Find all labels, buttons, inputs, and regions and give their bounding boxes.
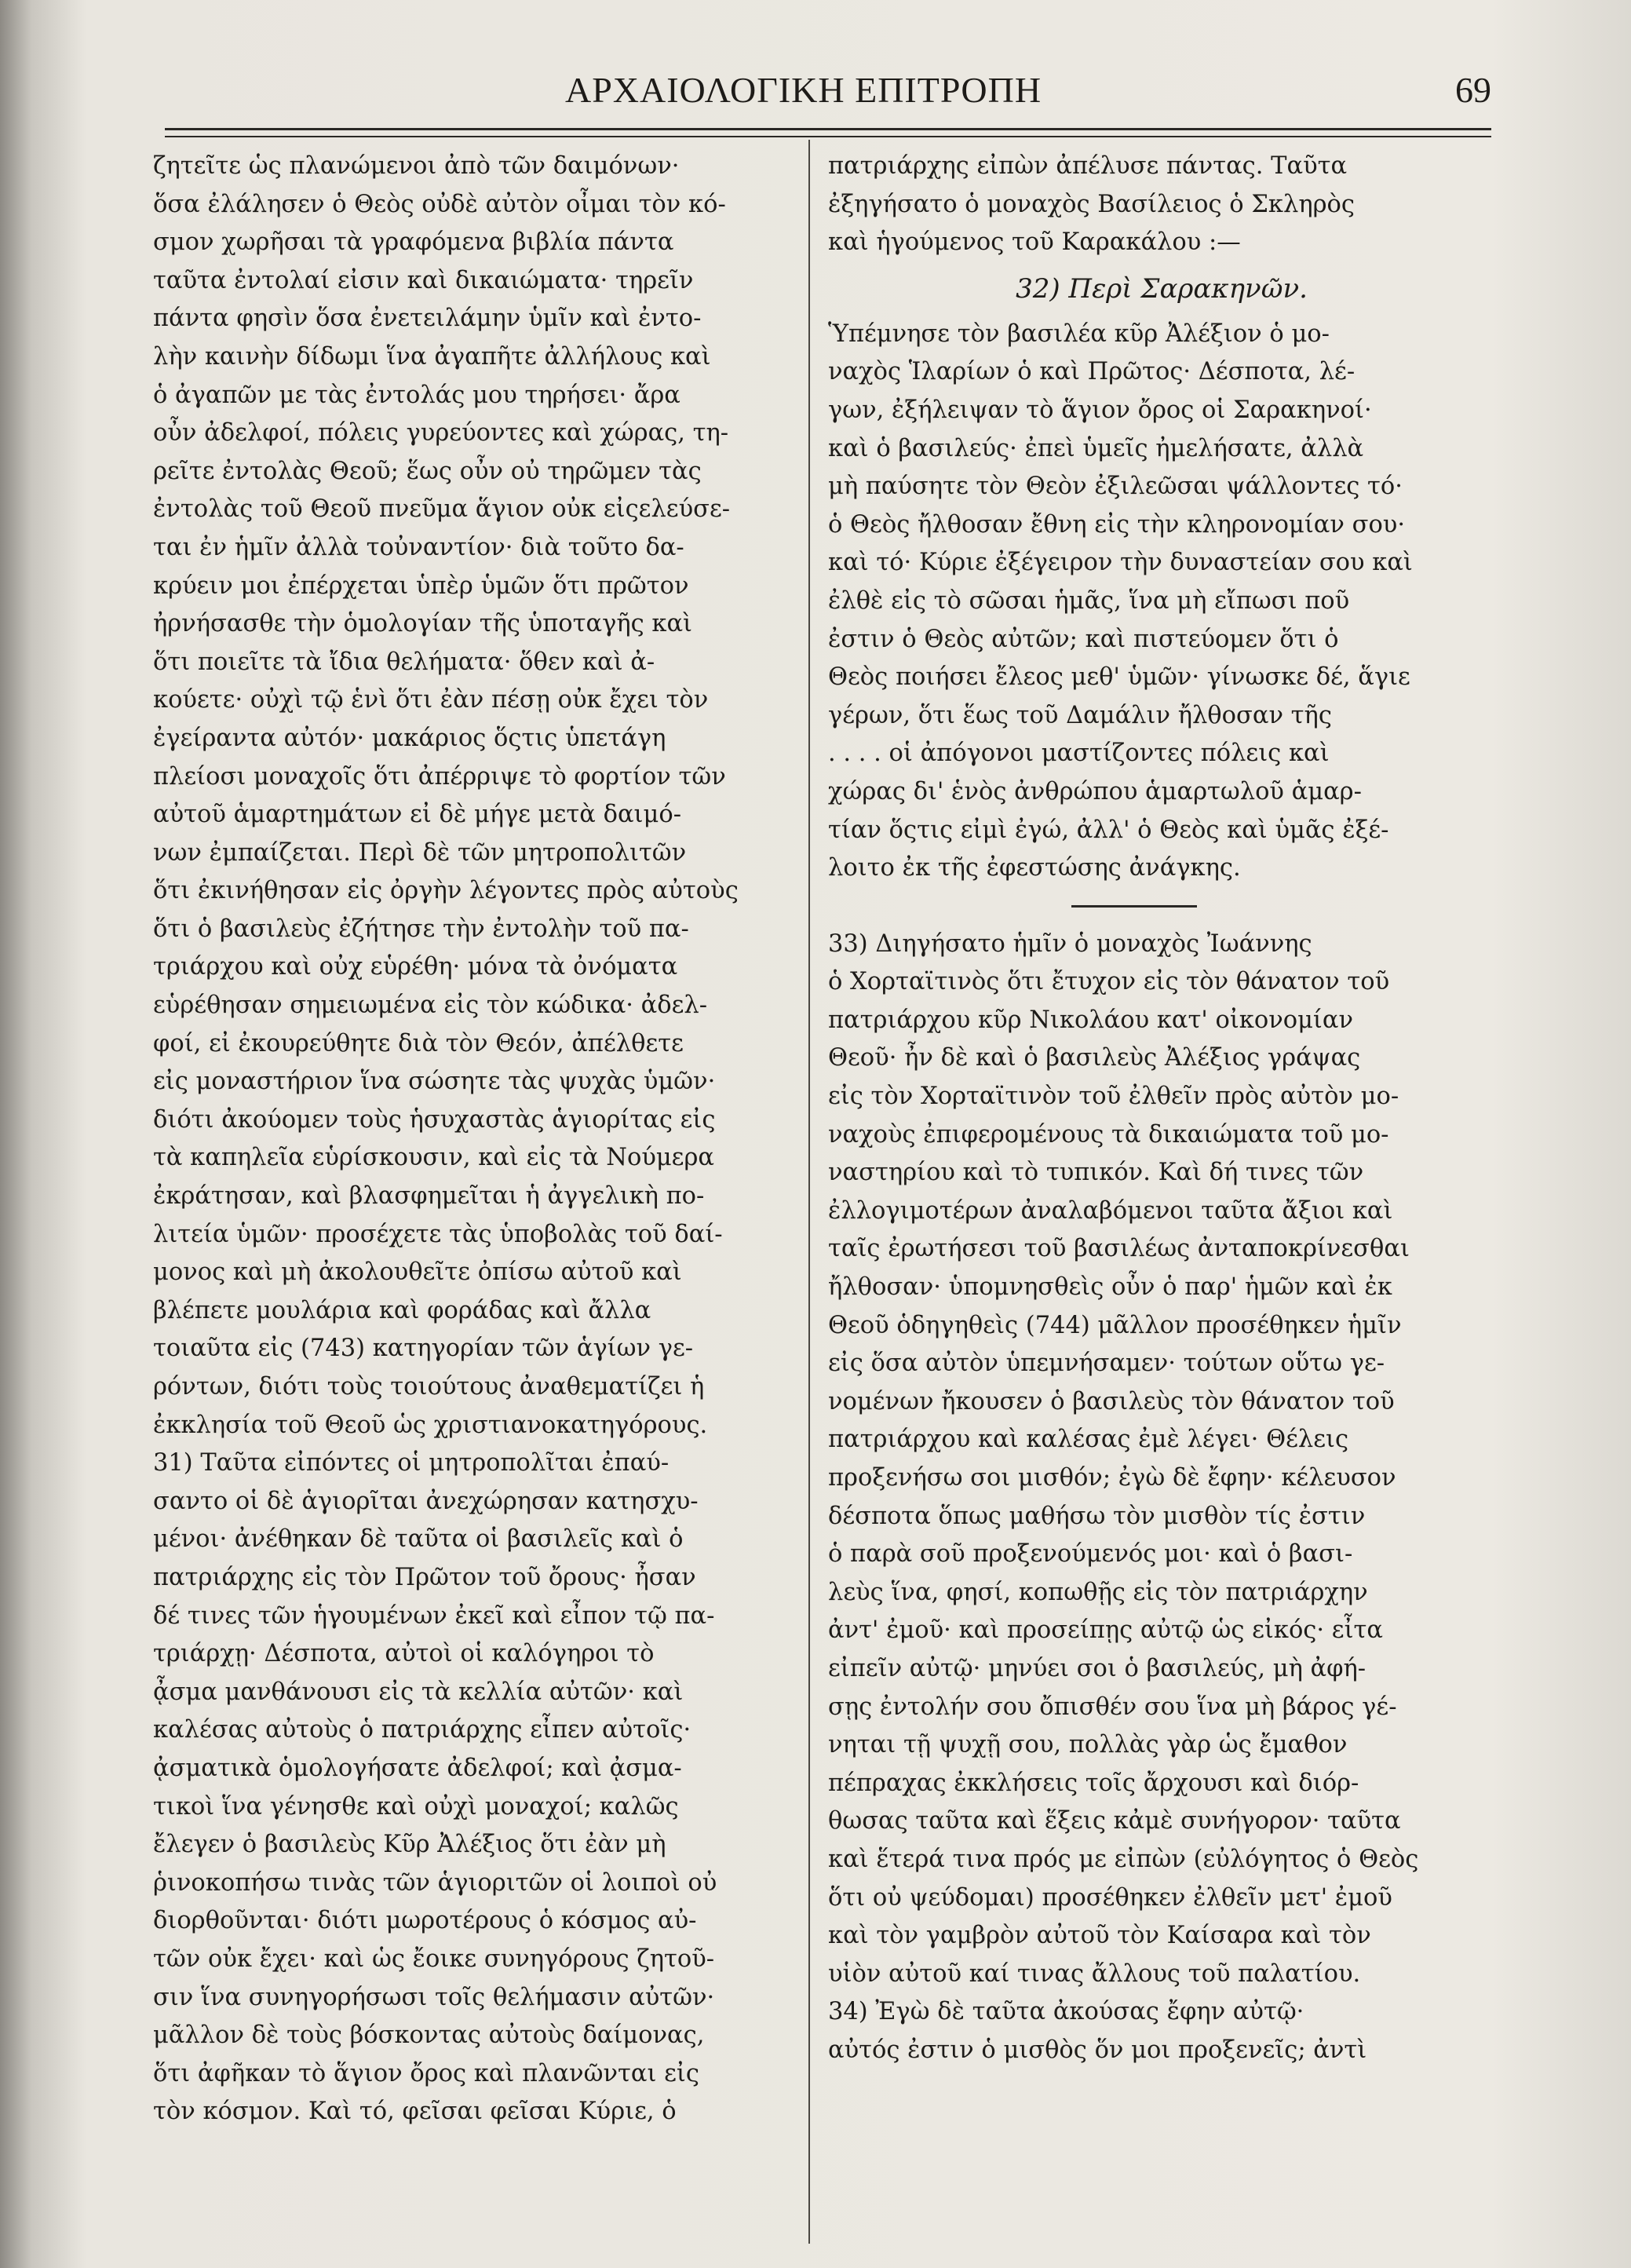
text-line: ἐλθὲ εἰς τὸ σῶσαι ἡμᾶς, ἵνα μὴ εἴπωσι ποῦ xyxy=(828,586,1350,615)
running-title: ΑΡΧΑΙΟΛΟΓΙΚΗ ΕΠΙΤΡΟΠΗ xyxy=(565,70,1042,110)
text-line: ζητεῖτε ὡς πλανώμενοι ἀπὸ τῶν δαιμόνων· xyxy=(153,152,680,180)
header-rule-thin xyxy=(165,136,1491,137)
text-line: τὰ καπηλεῖα εὑρίσκουσιν, καὶ εἰς τὰ Νούμερα xyxy=(153,1144,715,1172)
text-line: τριάρχῃ· Δέσποτα, αὐτοὶ οἱ καλόγηροι τὸ xyxy=(153,1640,655,1668)
text-line: τὸν κόσμον. Καὶ τό, φεῖσαι φεῖσαι Κύριε, ὁ xyxy=(153,2098,677,2126)
left-column xyxy=(153,148,789,2131)
text-line: ἤλθοσαν· ὑπομνησθεὶς οὖν ὁ παρ' ἡμῶν καὶ ἐκ xyxy=(828,1273,1392,1302)
text-line: αὐτοῦ ἁμαρτημάτων εἰ δὲ μήγε μετὰ δαιμό- xyxy=(153,801,681,829)
text-line: νων ἐμπαίζεται. Περὶ δὲ τῶν μητροπολιτῶν xyxy=(153,838,687,867)
text-line: σῃς ἐντολήν σου ὄπισθέν σου ἵνα μὴ βάρος γέ- xyxy=(828,1693,1397,1721)
column-divider xyxy=(808,140,810,2244)
text-line: σαντο οἱ δὲ ἁγιορῖται ἀνεχώρησαν κατησχυ- xyxy=(153,1487,699,1515)
text-line: τριάρχου καὶ οὐχ εὑρέθη· μόνα τὰ ὀνόματα xyxy=(153,953,678,981)
text-line: ναστηρίου καὶ τὸ τυπικόν. Καὶ δή τινες τῶν xyxy=(828,1159,1364,1187)
text-line: καὶ τὸν γαμβρὸν αὐτοῦ τὸν Καίσαρα καὶ τὸν xyxy=(828,1922,1371,1950)
text-line: ὁ Χορταϊτινὸς ὅτι ἔτυχον εἰς τὸν θάνατον τοῦ xyxy=(828,968,1390,996)
header-rule xyxy=(165,128,1491,130)
text-line: βλέπετε μουλάρια καὶ φοράδας καὶ ἄλλα xyxy=(153,1296,651,1324)
text-line: μᾶλλον δὲ τοὺς βόσκοντας αὐτοὺς δαίμονας, xyxy=(153,2021,705,2050)
page-number: 69 xyxy=(1455,70,1491,110)
text-line: ται ἐν ἡμῖν ἀλλὰ τοὐναντίον· διὰ τοῦτο δα- xyxy=(153,533,684,561)
text-line: ἐκκλησία τοῦ Θεοῦ ὡς χριστιανοκατηγόρους. xyxy=(153,1411,708,1439)
text-line: διότι ἀκούομεν τοὺς ἡσυχαστὰς ἁγιορίτας εἰς xyxy=(153,1105,716,1134)
text-line: ρόντων, διότι τοὺς τοιούτους ἀναθεματίζει ἡ xyxy=(153,1373,705,1401)
text-line: γέρων, ὅτι ἕως τοῦ Δαμάλιν ἤλθοσαν τῆς xyxy=(828,701,1332,729)
text-line: ὅτι ποιεῖτε τὰ ἴδια θελήματα· ὅθεν καὶ ἀ- xyxy=(153,648,655,676)
text-line: πατριάρχης εἰπὼν ἀπέλυσε πάντας. Ταῦτα xyxy=(828,152,1348,180)
text-line: μονος καὶ μὴ ἀκολουθεῖτε ὀπίσω αὐτοῦ καὶ xyxy=(153,1258,682,1287)
text-line: ἠρνήσασθε τὴν ὁμολογίαν τῆς ὑποταγῆς καὶ xyxy=(153,610,692,638)
text-line: ᾀσματικὰ ὁμολογήσατε ἀδελφοί; καὶ ᾀσμα- xyxy=(153,1754,682,1782)
text-line: οὖν ἀδελφοί, πόλεις γυρεύοντες καὶ χώρας, τη- xyxy=(153,419,729,447)
right-intro xyxy=(828,148,1495,262)
text-line: ἀντ' ἐμοῦ· καὶ προσείπῃς αὐτῷ ὡς εἰκός· εἶτα xyxy=(828,1616,1384,1645)
text-line: νομένων ἤκουσεν ὁ βασιλεὺς τὸν θάνατον τοῦ xyxy=(828,1387,1395,1415)
text-line: κρύειν μοι ἐπέρχεται ὑπὲρ ὑμῶν ὅτι πρῶτον xyxy=(153,572,689,600)
text-line: εἰς ὅσα αὐτὸν ὑπεμνήσαμεν· τούτων οὕτω γε- xyxy=(828,1349,1385,1378)
text-line: ὅτι ὁ βασιλεὺς ἐζήτησε τὴν ἐντολὴν τοῦ πα- xyxy=(153,915,689,943)
text-line: τικοὶ ἵνα γένησθε καὶ οὐχὶ μοναχοί; καλῶς xyxy=(153,1792,679,1821)
text-line: υἱὸν αὐτοῦ καί τινας ἄλλους τοῦ παλατίου. xyxy=(828,1959,1361,1988)
text-line: ὅτι ἀφῆκαν τὸ ἅγιον ὄρος καὶ πλανῶνται εἰς xyxy=(153,2059,699,2087)
text-line: πατριάρχης εἰς τὸν Πρῶτον τοῦ ὄρους· ἦσαν xyxy=(153,1563,696,1591)
text-line: ναχὸς Ἱλαρίων ὁ καὶ Πρῶτος· Δέσποτα, λέ- xyxy=(828,358,1356,386)
text-line: τῶν οὐκ ἔχει· καὶ ὡς ἔοικε συνηγόρους ζητοῦ- xyxy=(153,1945,715,1973)
text-line: δέ τινες τῶν ἡγουμένων ἐκεῖ καὶ εἶπον τῷ πα- xyxy=(153,1601,715,1630)
text-line: 31) Ταῦτα εἰπόντες οἱ μητροπολῖται ἐπαύ- xyxy=(153,1449,670,1477)
text-line: ναχοὺς ἐπιφερομένους τὰ δικαιώματα τοῦ μο- xyxy=(828,1120,1389,1149)
text-line: ὁ Θεὸς ἤλθοσαν ἔθνη εἰς τὴν κληρονομίαν σου· xyxy=(828,510,1406,539)
section-34-text xyxy=(828,1993,1495,2069)
section-title: 32) Περὶ Σαρακηνῶν. xyxy=(1016,272,1308,305)
text-line: Θεοῦ ὁδηγηθεὶς (744) μᾶλλον προσέθηκεν ἡμῖν xyxy=(828,1311,1402,1339)
text-line: ἐγείραντα αὐτόν· μακάριος ὅςτις ὑπετάγη xyxy=(153,724,666,752)
text-line: μὴ παύσητε τὸν Θεὸν ἐξιλεῶσαι ψάλλοντες τό· xyxy=(828,473,1403,501)
text-line: τοιαῦτα εἰς (743) κατηγορίαν τῶν ἁγίων γε- xyxy=(153,1335,694,1363)
text-line: λοιτο ἐκ τῆς ἐφεστώσης ἀνάγκης. xyxy=(828,854,1241,882)
text-line: σμον χωρῆσαι τὰ γραφόμενα βιβλία πάντα xyxy=(153,228,674,257)
text-line: ὅσα ἐλάλησεν ὁ Θεὸς οὐδὲ αὐτὸν οἶμαι τὸν κό- xyxy=(153,190,726,218)
text-line: μένοι· ἀνέθηκαν δὲ ταῦτα οἱ βασιλεῖς καὶ ὁ xyxy=(153,1525,684,1554)
text-line: εἰς μοναστήριον ἵνα σώσητε τὰς ψυχὰς ὑμῶν· xyxy=(153,1068,716,1096)
text-line: πέπραχας ἐκκλήσεις τοῖς ἄρχουσι καὶ διόρ- xyxy=(828,1769,1359,1797)
text-line: σιν ἵνα συνηγορήσωσι τοῖς θελήμασιν αὐτῶν· xyxy=(153,1983,715,2011)
text-line: αὐτός ἐστιν ὁ μισθὸς ὅν μοι προξενεῖς; ἀντὶ xyxy=(828,2036,1367,2064)
text-line: θωσας ταῦτα καὶ ἕξεις κἀμὲ συνήγορον· ταῦτα xyxy=(828,1807,1401,1835)
text-line: ὅτι ἐκινήθησαν εἰς ὀργὴν λέγοντες πρὸς αὐτοὺς xyxy=(153,877,739,905)
text-line: τίαν ὅςτις εἰμὶ ἐγώ, ἀλλ' ὁ Θεὸς καὶ ὑμᾶς ἐξέ- xyxy=(828,816,1389,844)
text-line: καὶ ὁ βασιλεύς· ἐπεὶ ὑμεῖς ἠμελήσατε, ἀλλὰ xyxy=(828,434,1364,462)
section-32-text xyxy=(828,316,1495,888)
text-line: πλείοσι μοναχοῖς ὅτι ἀπέρριψε τὸ φορτίον τῶν xyxy=(153,762,726,791)
text-line: εἰπεῖν αὐτῷ· μηνύει σοι ὁ βασιλεύς, μὴ ἀφή- xyxy=(828,1654,1366,1682)
section-33-text xyxy=(828,926,1495,1994)
text-line: ἐντολὰς τοῦ Θεοῦ πνεῦμα ἅγιον οὐκ εἰςελεύσε- xyxy=(153,495,731,524)
text-line: πατριάρχου κῦρ Νικολάου κατ' οἰκονομίαν xyxy=(828,1006,1354,1034)
text-line: φοί, εἰ ἐκουρεύθητε διὰ τὸν Θεόν, ἀπέλθετε xyxy=(153,1029,684,1057)
text-line: καὶ ἡγούμενος τοῦ Καρακάλου :— xyxy=(828,228,1241,257)
right-column xyxy=(828,148,1495,2070)
text-line: ρεῖτε ἐντολὰς Θεοῦ; ἕως οὖν οὐ τηρῶμεν τὰς xyxy=(153,457,702,485)
text-line: κούετε· οὐχὶ τῷ ἑνὶ ὅτι ἐὰν πέσῃ οὐκ ἔχει τὸν xyxy=(153,686,709,714)
text-line: λιτεία ὑμῶν· προσέχετε τὰς ὑποβολὰς τοῦ δαί- xyxy=(153,1220,723,1248)
text-line: εἰς τὸν Χορταϊτινὸν τοῦ ἐλθεῖν πρὸς αὐτὸν μο- xyxy=(828,1083,1399,1111)
section-separator xyxy=(828,888,1495,926)
text-line: πάντα φησὶν ὅσα ἐνετειλάμην ὑμῖν καὶ ἐντο- xyxy=(153,305,702,333)
text-line: λεὺς ἵνα, φησί, κοπωθῇς εἰς τὸν πατριάρχην xyxy=(828,1578,1368,1606)
text-line: ἔλεγεν ὁ βασιλεὺς Κῦρ Ἀλέξιος ὅτι ἐὰν μὴ xyxy=(153,1831,666,1859)
text-line: διορθοῦνται· διότι μωροτέρους ὁ κόσμος αὐ- xyxy=(153,1907,697,1935)
text-line: λὴν καινὴν δίδωμι ἵνα ἀγαπῆτε ἀλλήλους καὶ xyxy=(153,342,711,371)
text-line: δέσποτα ὅπως μαθήσω τὸν μισθὸν τίς ἐστιν xyxy=(828,1502,1366,1530)
text-line: ἐκράτησαν, καὶ βλασφημεῖται ἡ ἀγγελικὴ πο- xyxy=(153,1182,705,1211)
text-line: νηται τῇ ψυχῇ σου, πολλὰς γὰρ ὡς ἔμαθον xyxy=(828,1731,1348,1759)
text-line: καὶ ἕτερά τινα πρός με εἰπὼν (εὐλόγητος ὁ Θεὸς xyxy=(828,1845,1419,1873)
text-line: πατριάρχου καὶ καλέσας ἐμὲ λέγει· Θέλεις xyxy=(828,1426,1349,1454)
text-line: ἐξηγήσατο ὁ μοναχὸς Βασίλειος ὁ Σκληρὸς xyxy=(828,190,1355,218)
text-line: εὑρέθησαν σημειωμένα εἰς τὸν κώδικα· ἀδελ- xyxy=(153,992,708,1020)
text-line: ἐλλογιμοτέρων ἀναλαβόμενοι ταῦτα ἄξιοι καὶ xyxy=(828,1196,1393,1225)
text-line: ὁ ἀγαπῶν με τὰς ἐντολάς μου τηρήσει· ἄρα xyxy=(153,381,680,409)
text-line: Θεὸς ποιήσει ἔλεος μεθ' ὑμῶν· γίνωσκε δέ, ἅγιε xyxy=(828,663,1410,692)
text-line: ἐστιν ὁ Θεὸς αὐτῶν; καὶ πιστεύομεν ὅτι ὁ xyxy=(828,625,1339,653)
text-line: προξενήσω σοι μισθόν; ἐγὼ δὲ ἔφην· κέλευσον xyxy=(828,1464,1396,1492)
text-line: 34) Ἐγὼ δὲ ταῦτα ἀκούσας ἔφην αὐτῷ· xyxy=(828,1998,1304,2026)
text-line: Ὑπέμνησε τὸν βασιλέα κῦρ Ἀλέξιον ὁ μο- xyxy=(828,320,1330,348)
text-line: ταῦτα ἐντολαί εἰσιν καὶ δικαιώματα· τηρεῖν xyxy=(153,266,694,294)
text-line: καλέσας αὐτοὺς ὁ πατριάρχης εἶπεν αὐτοῖς· xyxy=(153,1716,691,1744)
text-line: ὁ παρὰ σοῦ προξενούμενός μοι· καὶ ὁ βασι- xyxy=(828,1540,1353,1569)
text-line: γων, ἐξήλειψαν τὸ ἅγιον ὄρος οἱ Σαρακηνοί· xyxy=(828,396,1372,424)
text-line: καὶ τό· Κύριε ἐξέγειρον τὴν δυναστείαν σου καὶ xyxy=(828,549,1413,577)
text-line: . . . . οἱ ἀπόγονοι μαστίζοντες πόλεις καὶ xyxy=(828,740,1330,768)
text-line: ταῖς ἐρωτήσεσι τοῦ βασιλέως ἀνταποκρίνεσθαι xyxy=(828,1235,1410,1263)
text-line: Θεοῦ· ἦν δὲ καὶ ὁ βασιλεὺς Ἀλέξιος γράψας xyxy=(828,1044,1361,1072)
text-line: ὅτι οὐ ψεύδομαι) προσέθηκεν ἐλθεῖν μετ' ἐμοῦ xyxy=(828,1883,1392,1912)
page-header xyxy=(157,69,1491,124)
text-line: χώρας δι' ἑνὸς ἀνθρώπου ἁμαρτωλοῦ ἁμαρ- xyxy=(828,777,1362,805)
text-line: ῥινοκοπήσω τινὰς τῶν ἁγιοριτῶν οἱ λοιποὶ οὐ xyxy=(153,1868,717,1897)
text-line: ᾆσμα μανθάνουσι εἰς τὰ κελλία αὐτῶν· καὶ xyxy=(153,1678,684,1706)
text-line: 33) Διηγήσατο ἡμῖν ὁ μοναχὸς Ἰωάννης xyxy=(828,929,1312,958)
